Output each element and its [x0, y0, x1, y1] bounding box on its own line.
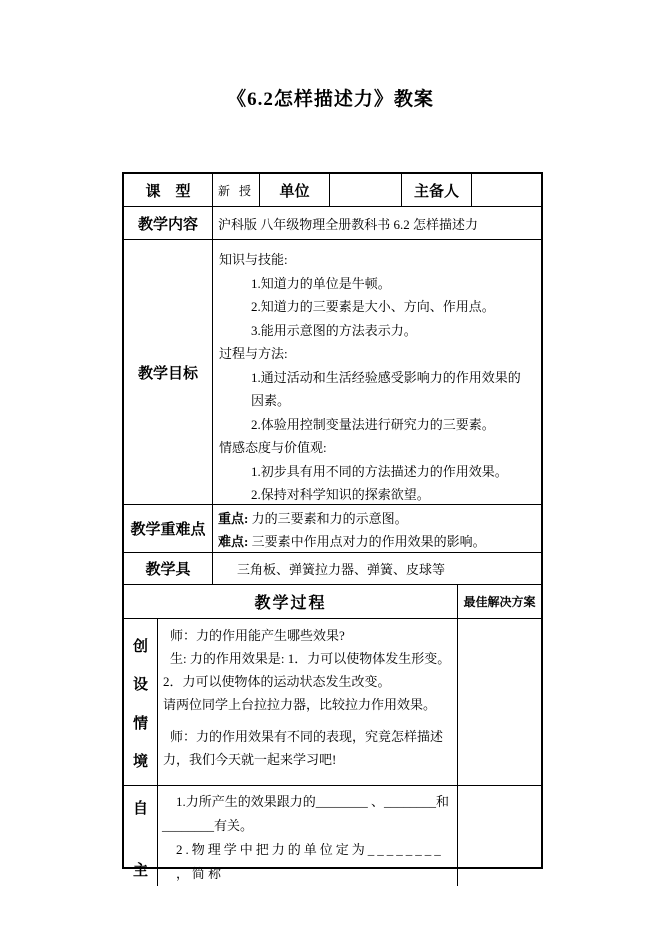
objectives-body [213, 240, 541, 504]
lesson-title: 《6.2怎样描述力》教案 [227, 89, 434, 110]
scenario-body [158, 619, 458, 785]
objectives-section-heading: 情感态度与价值观: [219, 440, 327, 455]
info-row [124, 174, 541, 207]
scenario-label-char: 设 [132, 677, 148, 694]
key-points-row [124, 505, 541, 553]
lead-person-value-cell [472, 174, 541, 206]
lead-person-label: 主备人 [402, 174, 472, 206]
focus-label: 重点: [218, 511, 249, 526]
fill-blank-line: 2.物理学中把力的单位定为________ ，简称 [176, 842, 444, 881]
self-study-label-char: 自 [132, 801, 148, 817]
fill-blank-line: 1.力所产生的效果跟力的________ 、________和 [176, 794, 450, 809]
scenario-row [124, 619, 541, 786]
lesson-plan-table [122, 172, 543, 881]
teaching-content-value: 沪科版 八年级物理全册教科书 6.2 怎样描述力 [218, 216, 479, 232]
objectives-item: 1.初步具有用不同的方法描述力的作用效果。 [251, 463, 508, 479]
scenario-label-char: 境 [132, 753, 148, 770]
objectives-section-heading: 过程与方法: [219, 346, 288, 361]
unit-value-cell [330, 174, 402, 206]
course-type-label: 课 型 [124, 174, 213, 206]
scenario-label-char: 创 [132, 639, 148, 655]
unit-label: 单位 [260, 174, 330, 206]
scenario-paragraph: 请两位同学上台拉拉力器，比较拉力作用效果。 [163, 697, 437, 712]
objectives-item: 3.能用示意图的方法表示力。 [251, 322, 417, 338]
teaching-aids-label: 教学具 [124, 553, 213, 584]
objectives-item: 1.知道力的单位是牛顿。 [251, 275, 391, 291]
difficulty-label: 难点: [218, 534, 249, 549]
teaching-aids-value: 三角板、弹簧拉力器、弹簧、皮球等 [237, 562, 446, 577]
self-study-label-char: 主 [132, 863, 148, 879]
self-study-body [158, 786, 458, 886]
self-study-solution-cell [458, 786, 541, 886]
key-points-label: 教学重难点 [124, 505, 213, 552]
scenario-solution-cell [458, 619, 541, 785]
course-type-value: 新 授 [213, 174, 260, 206]
teaching-content-label: 教学内容 [124, 207, 213, 239]
scenario-label-char: 情 [132, 715, 148, 732]
objectives-item: 2.保持对科学知识的探索欲望。 [251, 487, 430, 502]
scenario-paragraph: 师：力的作用能产生哪些效果? [170, 628, 345, 643]
solution-header: 最佳解决方案 [463, 595, 536, 609]
objectives-item: 1.通过活动和生活经验感受影响力的作用效果的因素。 [251, 369, 521, 408]
difficulty-line [218, 530, 536, 552]
key-points-body [213, 505, 541, 552]
focus-text: 力的三要素和力的示意图。 [248, 511, 408, 526]
process-header: 教学过程 [124, 585, 458, 618]
objectives-row [124, 240, 541, 505]
fill-blank-line: ________有关。 [162, 818, 254, 833]
objectives-label: 教学目标 [124, 240, 213, 504]
objectives-item: 2.体验用控制变量法进行研究力的三要素。 [251, 416, 495, 432]
scenario-paragraph: 师：力的作用效果有不同的表现，究竟怎样描述力，我们今天就一起来学习吧! [163, 729, 444, 767]
scenario-label [124, 619, 158, 785]
difficulty-text: 三要素中作用点对力的作用效果的影响。 [248, 534, 486, 549]
self-study-label [124, 786, 158, 886]
objectives-section-heading: 知识与技能: [219, 252, 288, 267]
self-study-row [124, 786, 541, 886]
teaching-content-row [124, 207, 541, 240]
scenario-paragraph: 生: 力的作用效果是: 1．力可以使物体发生形变。2．力可以使物体的运动状态发生改变。 [163, 651, 451, 689]
key-point-line [218, 507, 536, 530]
objectives-item: 2.知道力的三要素是大小、方向、作用点。 [251, 299, 495, 314]
teaching-aids-row [124, 553, 541, 585]
process-header-row [124, 585, 541, 619]
